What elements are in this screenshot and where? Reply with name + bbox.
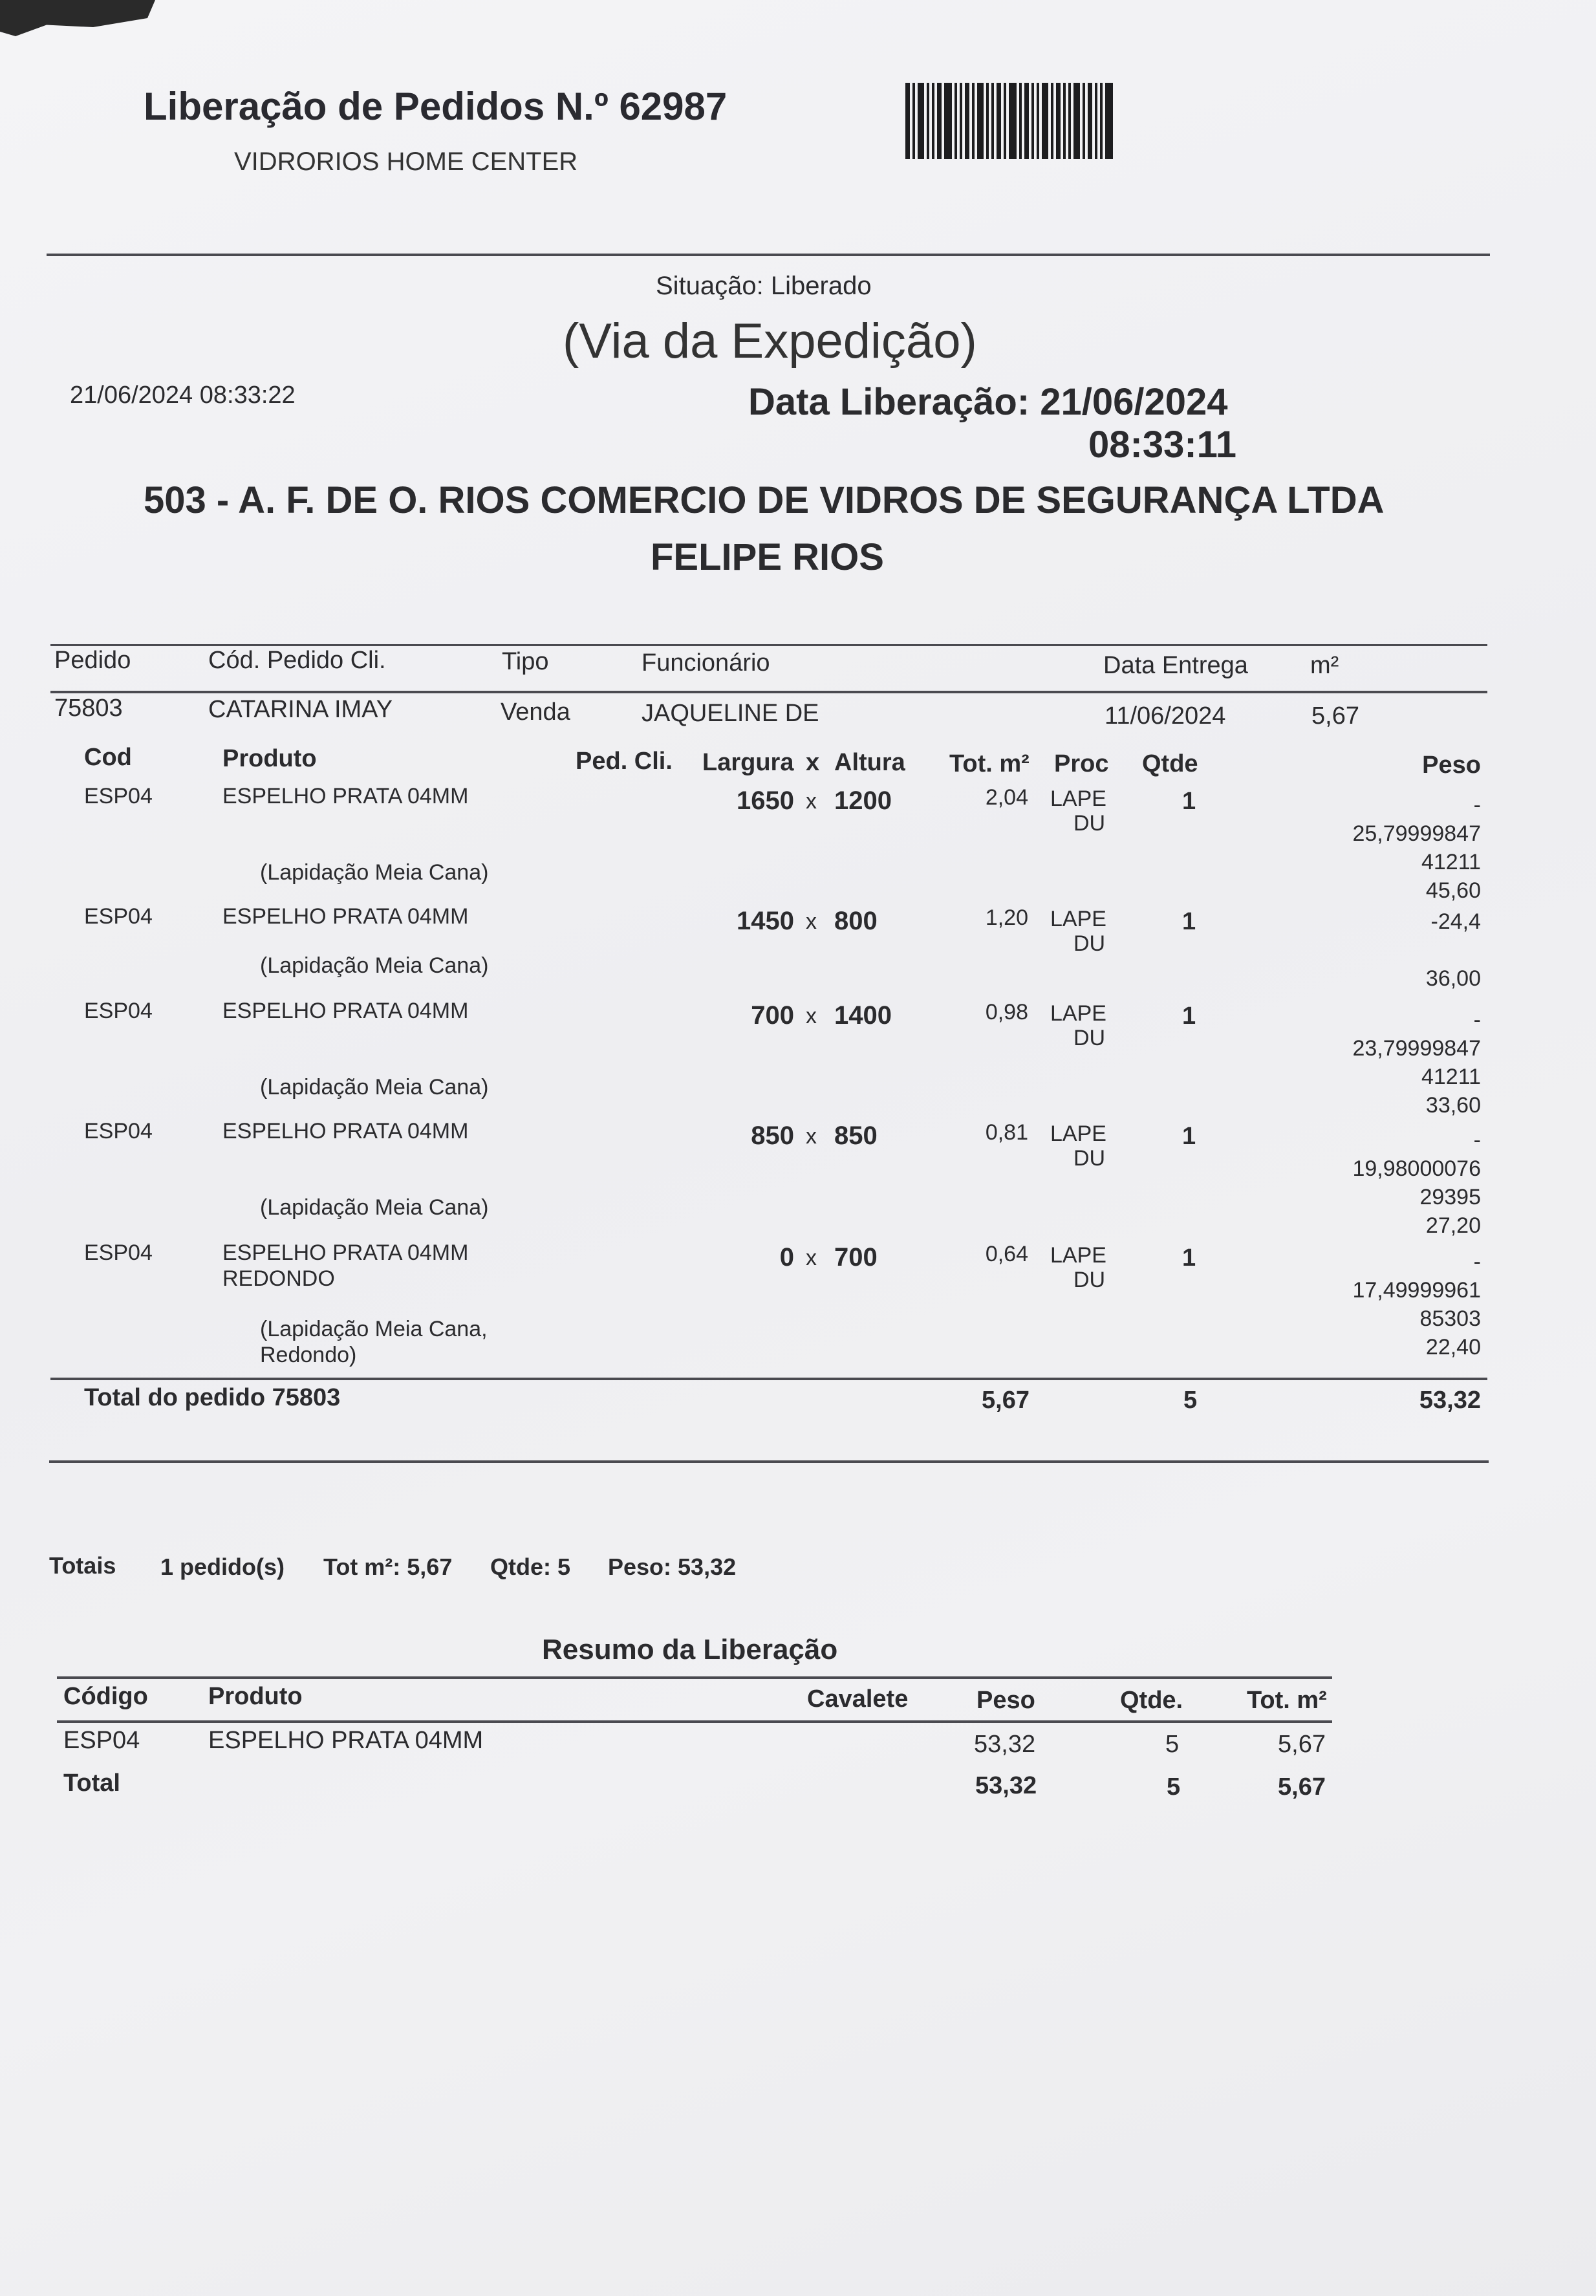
item-x: x [806,1246,817,1270]
item-largura: 1450 [737,907,794,935]
col-qtde: Qtde [1142,750,1198,777]
barcode-bar [991,83,994,159]
item-altura: 1400 [834,1001,892,1030]
company-name: VIDRORIOS HOME CENTER [234,147,578,176]
resumo-total-peso: 53,32 [975,1772,1037,1799]
resumo-header-rule [57,1720,1332,1723]
item-x: x [806,789,817,814]
order-table-header-rule [50,691,1487,693]
item-observacao: (Lapidação Meia Cana) [260,1195,489,1220]
item-peso-line: - [1473,793,1481,818]
barcode-bar [1051,83,1053,159]
item-cod: ESP04 [84,904,153,929]
item-proc: LAPE [1050,1001,1106,1026]
col-pedido: Pedido [54,647,131,674]
data-liberacao: Data Liberação: 21/06/2024 [748,381,1228,423]
item-x: x [806,1004,817,1028]
item-x: x [806,1124,817,1149]
barcode-bar [997,83,1001,159]
col-altura: Altura [834,749,905,776]
item-qtde: 1 [1182,788,1196,815]
resumo-row-codigo: ESP04 [63,1727,140,1754]
resumo-col-qtde: Qtde. [1120,1687,1183,1714]
col-m2: m² [1310,652,1339,679]
item-produto: ESPELHO PRATA 04MM [222,999,469,1023]
resumo-col-produto: Produto [208,1683,303,1710]
order-total-qtde: 5 [1183,1387,1198,1414]
totais-peso: Peso: 53,32 [608,1554,737,1580]
col-peso: Peso [1422,752,1481,779]
barcode-bar [1068,83,1071,159]
barcode-bar [905,83,910,159]
item-peso-line: - [1473,1008,1481,1032]
order-m2: 5,67 [1311,702,1359,730]
via-label: (Via da Expedição) [563,314,977,369]
barcode-bar [937,83,942,159]
header-divider [47,254,1490,256]
col-produto: Produto [222,745,317,772]
barcode-bar [927,83,929,159]
item-largura: 0 [779,1243,794,1272]
item-tot-m2: 0,98 [985,1000,1028,1024]
barcode-bar [932,83,934,159]
item-produto: ESPELHO PRATA 04MM [222,1240,469,1265]
barcode-bar [1105,83,1113,159]
col-proc: Proc [1054,750,1109,777]
barcode-bar [1073,83,1080,159]
barcode-bar [1100,83,1103,159]
client-name: 503 - A. F. DE O. RIOS COMERCIO DE VIDROS DE SEGURANÇA LTDA [144,479,1385,521]
document-title: Liberação de Pedidos N.º 62987 [144,85,728,128]
item-peso-line: 23,79999847 [1352,1036,1481,1061]
item-peso-line: - [1473,1250,1481,1274]
barcode-bar [986,83,989,159]
item-proc-line2: DU [1073,811,1106,836]
col-data-entrega: Data Entrega [1103,652,1248,679]
item-cod: ESP04 [84,1240,153,1265]
item-peso-line: 45,60 [1425,878,1481,903]
order-total-peso: 53,32 [1419,1387,1481,1414]
barcode-bar [1095,83,1097,159]
item-peso-line: 19,98000076 [1352,1156,1481,1181]
item-cod: ESP04 [84,999,153,1023]
totais-label: Totais [49,1552,116,1579]
resumo-total-tot-m2: 5,67 [1278,1773,1326,1801]
order-pedido: 75803 [54,695,123,722]
resumo-row-tot-m2: 5,67 [1278,1731,1326,1758]
item-tot-m2: 1,20 [985,905,1028,930]
barcode-bar [944,83,952,159]
item-qtde: 1 [1182,1244,1196,1272]
item-altura: 700 [834,1243,878,1272]
resumo-row-qtde: 5 [1165,1731,1180,1758]
item-peso-line: 27,20 [1425,1213,1481,1238]
col-ped-cli: Ped. Cli. [576,748,673,775]
barcode-bar [1024,83,1029,159]
item-tot-m2: 0,81 [985,1120,1028,1145]
item-altura: 1200 [834,786,892,815]
data-liberacao-time: 08:33:11 [1088,424,1236,466]
resumo-total-label: Total [63,1770,120,1797]
item-observacao-line2: Redondo) [260,1343,357,1367]
item-peso-line: - [1473,1128,1481,1153]
col-tot-m2: Tot. m² [949,750,1030,777]
item-produto: ESPELHO PRATA 04MM [222,1119,469,1143]
item-proc: LAPE [1050,1121,1106,1146]
barcode-bar [972,83,975,159]
resumo-col-peso: Peso [976,1687,1035,1714]
item-peso-line: -24,4 [1430,909,1481,934]
totais-m2: Tot m²: 5,67 [323,1554,453,1580]
item-proc: LAPE [1050,907,1106,931]
resumo-row-peso: 53,32 [974,1731,1036,1758]
resumo-col-codigo: Código [63,1683,148,1710]
item-x: x [806,909,817,934]
barcode-bar [1019,83,1022,159]
order-total-rule [50,1378,1487,1380]
item-proc-line2: DU [1073,1146,1106,1171]
barcode-bar [1031,83,1034,159]
item-produto: ESPELHO PRATA 04MM [222,904,469,929]
item-proc: LAPE [1050,786,1106,811]
barcode-bar [918,83,924,159]
item-tot-m2: 2,04 [985,785,1028,810]
item-tot-m2: 0,64 [985,1242,1028,1266]
order-tipo: Venda [501,699,570,726]
order-cod-pedido-cli: CATARINA IMAY [208,696,393,723]
item-peso-line: 25,79999847 [1352,821,1481,846]
item-proc: LAPE [1050,1243,1106,1268]
barcode-bar [1009,83,1017,159]
item-cod: ESP04 [84,1119,153,1143]
item-observacao: (Lapidação Meia Cana) [260,953,489,978]
item-largura: 1650 [737,786,794,815]
item-peso-line: 41211 [1421,1065,1481,1089]
col-tipo: Tipo [502,648,549,675]
item-peso-line: 36,00 [1425,966,1481,991]
barcode-bar [954,83,957,159]
item-peso-line: 85303 [1419,1306,1481,1331]
totais-pedidos: 1 pedido(s) [160,1554,285,1580]
item-proc-line2: DU [1073,1268,1106,1292]
barcode-bar [1063,83,1066,159]
item-produto-line2: REDONDO [222,1266,335,1291]
item-peso-line: 33,60 [1425,1093,1481,1118]
resumo-col-tot-m2: Tot. m² [1247,1687,1327,1714]
barcode-bar [977,83,984,159]
barcode-bar [912,83,915,159]
col-cod-pedido-cli: Cód. Pedido Cli. [208,647,386,674]
item-proc-line2: DU [1073,931,1106,956]
barcode-bar [1037,83,1039,159]
item-observacao: (Lapidação Meia Cana) [260,1075,489,1099]
item-observacao: (Lapidação Meia Cana, [260,1317,488,1341]
barcode-bar [1056,83,1061,159]
col-cod: Cod [84,744,132,771]
resumo-row-produto: ESPELHO PRATA 04MM [208,1727,484,1754]
col-funcionario: Funcionário [642,649,770,677]
barcode-bar [1042,83,1048,159]
order-data-entrega: 11/06/2024 [1105,702,1226,730]
item-qtde: 1 [1182,1123,1196,1150]
client-contact: FELIPE RIOS [651,536,884,578]
item-produto: ESPELHO PRATA 04MM [222,784,469,808]
section-divider [49,1460,1489,1463]
order-total-label: Total do pedido 75803 [84,1384,341,1411]
item-cod: ESP04 [84,784,153,808]
totais-qtde: Qtde: 5 [490,1554,571,1580]
barcode-bar [1088,83,1092,159]
printed-timestamp: 21/06/2024 08:33:22 [70,382,296,409]
item-peso-line: 41211 [1421,850,1481,874]
resumo-total-qtde: 5 [1167,1773,1181,1801]
item-altura: 850 [834,1121,878,1150]
item-peso-line: 17,49999961 [1352,1278,1481,1303]
resumo-col-cavalete: Cavalete [807,1685,909,1713]
col-x: x [806,749,820,776]
order-total-m2: 5,67 [982,1387,1030,1414]
barcode-bar [965,83,969,159]
item-qtde: 1 [1182,908,1196,935]
item-largura: 850 [751,1121,794,1150]
order-table-top-rule [50,644,1487,646]
item-altura: 800 [834,907,878,935]
barcode-bar [960,83,962,159]
barcode [905,83,1116,159]
resumo-top-rule [57,1676,1332,1679]
col-largura: Largura [702,749,794,776]
item-proc-line2: DU [1073,1026,1106,1050]
barcode-bar [1083,83,1085,159]
item-observacao: (Lapidação Meia Cana) [260,860,489,885]
item-peso-line: 29395 [1419,1185,1481,1209]
situacao-text: Situação: Liberado [656,272,872,300]
torn-corner [0,0,155,45]
item-largura: 700 [751,1001,794,1030]
barcode-bar [1004,83,1006,159]
order-funcionario: JAQUELINE DE [642,700,819,727]
item-peso-line: 22,40 [1425,1335,1481,1359]
item-qtde: 1 [1182,1002,1196,1030]
resumo-title: Resumo da Liberação [542,1634,838,1665]
